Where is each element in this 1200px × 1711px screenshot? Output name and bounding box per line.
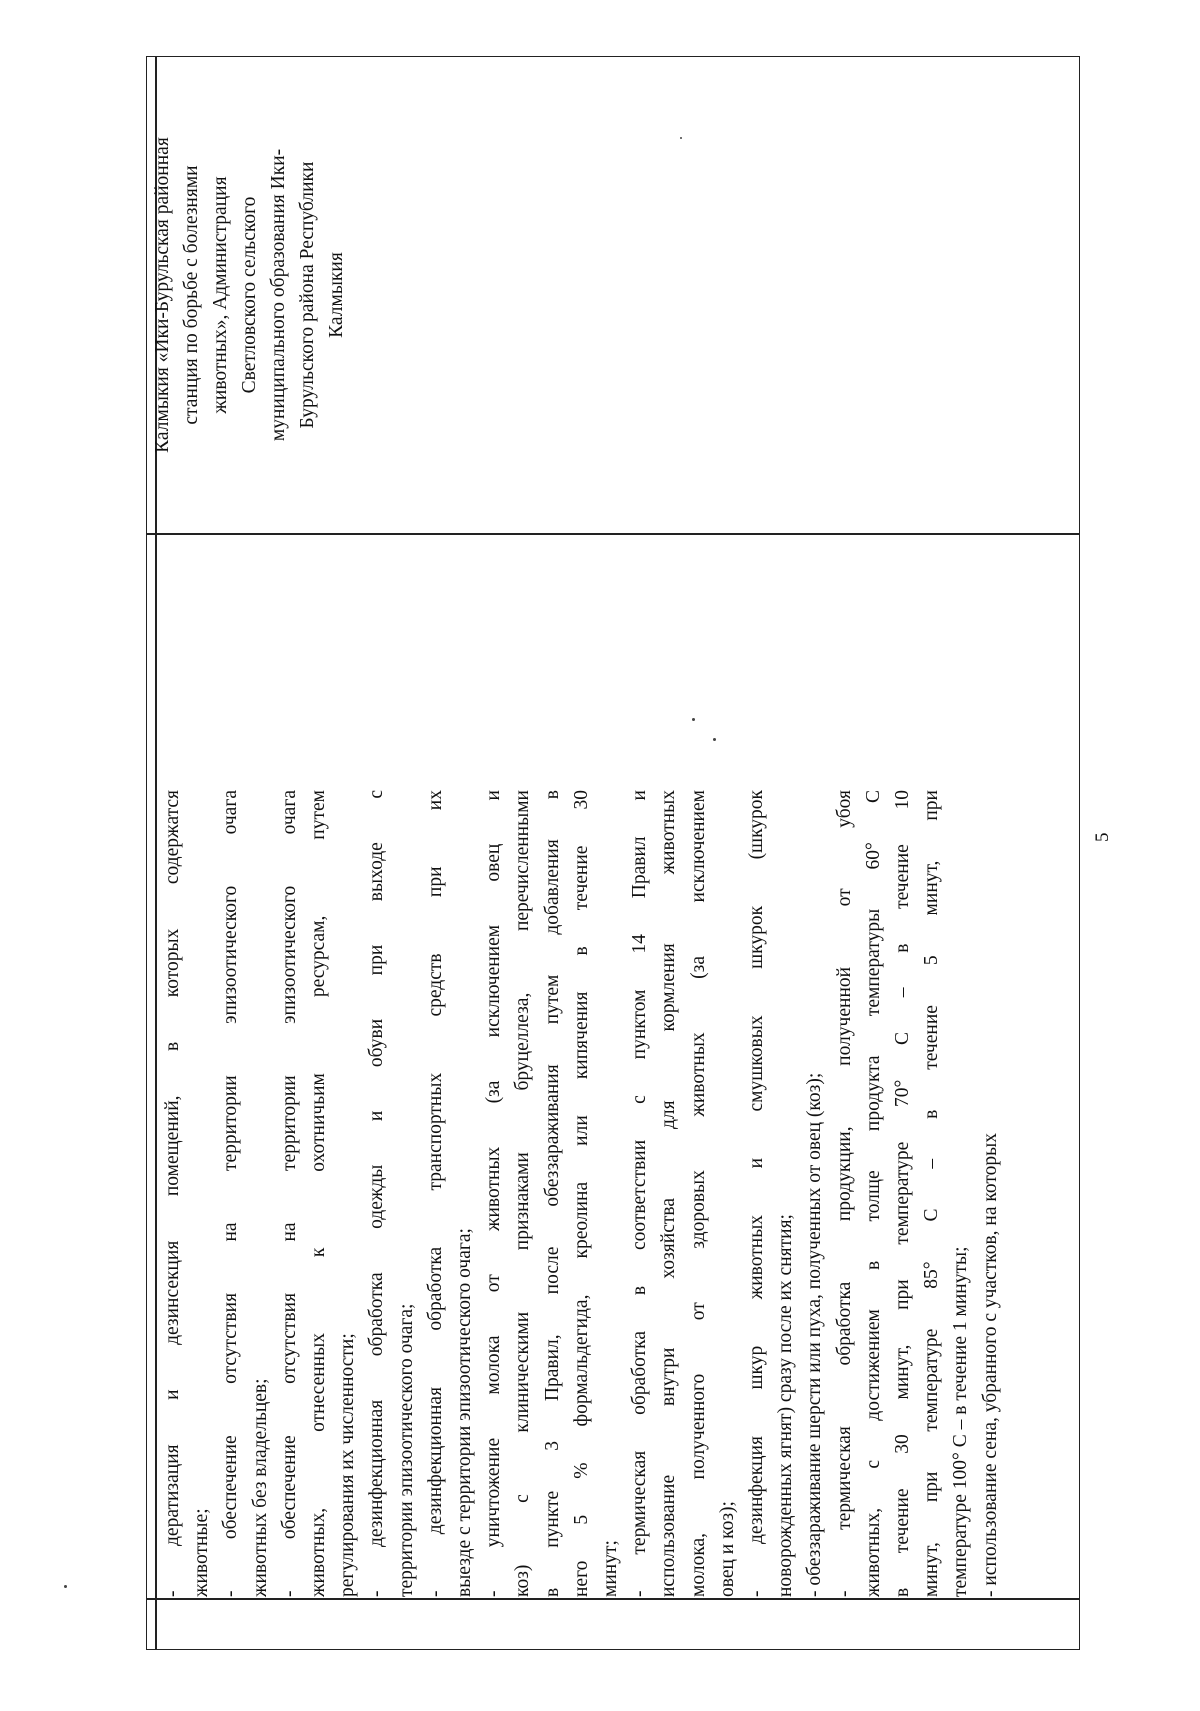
measures-line: - дезинфекционная обработка транспортных средств при их <box>424 790 446 1597</box>
measures-line: животные; <box>191 1508 213 1597</box>
measures-text <box>158 790 1005 1597</box>
measures-line: в пункте 3 Правил, после обеззараживания путем добавления в <box>541 790 563 1597</box>
measures-line: животных без владельцев; <box>249 1378 271 1597</box>
measures-line: животных, отнесенных к охотничьим ресурсам, путем <box>308 790 330 1597</box>
measures-line: - дератизация и дезинсекция помещений, в которых содержатся <box>162 790 183 1597</box>
measures-line: - термическая обработка в соответствии с пунктом 14 Правил и <box>629 790 651 1597</box>
responsible-line: Бурульского района Республики <box>297 161 318 429</box>
scan-speck <box>64 1585 67 1588</box>
measures-line: минут; <box>600 1540 622 1597</box>
page-number: 5 <box>1092 832 1113 842</box>
responsible-line: станция по борьбе с болезнями <box>181 165 202 425</box>
measures-line: - термическая обработка продукции, полученной от убоя <box>833 790 855 1597</box>
responsible-line: Калмыкия <box>326 252 347 338</box>
measures-line: использование внутри хозяйства для кормления животных <box>658 790 680 1597</box>
measures-line: минут, при температуре 85° С – в течение 5 минут, при <box>921 790 943 1597</box>
measures-line: выезде с территории эпизоотического очага; <box>454 1228 476 1597</box>
scan-speck <box>713 738 716 741</box>
measures-cell <box>158 790 1001 1597</box>
measures-line: - обеззараживание шерсти или пуха, полученных от овец (коз); <box>804 1072 826 1597</box>
responsible-line: Калмыкия «Ики-Бурульская районная <box>152 137 173 453</box>
measures-line: регулирования их численности; <box>337 1333 359 1597</box>
responsible-text <box>148 60 351 530</box>
scan-speck <box>692 718 695 721</box>
measures-line: животных, с достижением в толще продукта температуры 60° С <box>862 790 884 1597</box>
measures-line: - обеспечение отсутствия на территории эпизоотического очага <box>278 790 300 1597</box>
measures-line: температуре 100° С – в течение 1 минуты; <box>950 1246 972 1597</box>
measures-line: коз) с клиническими признаками бруцеллеза, перечисленными <box>512 790 534 1597</box>
column-divider-1 <box>146 1598 1080 1600</box>
column-divider-2 <box>146 533 1080 535</box>
measures-line: - обеспечение отсутствия на территории эпизоотического очага <box>220 790 242 1597</box>
measures-line: него 5 % формальдегида, креолина или кипячения в течение 30 <box>570 790 592 1597</box>
responsible-line: муниципального образования Ики- <box>268 148 289 442</box>
measures-line: молока, полученного от здоровых животных (за исключением <box>687 790 709 1597</box>
measures-line: овец и коз); <box>716 1501 738 1597</box>
measures-line: - дезинфекционная обработка одежды и обуви при выходе с <box>366 790 388 1597</box>
responsible-cell <box>148 60 388 530</box>
measures-line: - дезинфекция шкур животных и смушковых шкурок (шкурок <box>746 790 768 1597</box>
responsible-line: животных», Администрация <box>210 176 231 414</box>
measures-line: территории эпизоотического очага; <box>395 1303 417 1597</box>
measures-line: - использование сена, убранного с участков, на которых <box>979 1133 1001 1597</box>
measures-line: - уничтожение молока от животных (за исключением овец и <box>483 790 505 1597</box>
responsible-line: Светловского сельского <box>239 196 260 394</box>
measures-line: в течение 30 минут, при температуре 70° С – в течение 10 <box>892 790 914 1597</box>
scan-speck <box>680 137 682 139</box>
measures-line: новорожденных ягнят) сразу после их снятия; <box>775 1214 797 1597</box>
